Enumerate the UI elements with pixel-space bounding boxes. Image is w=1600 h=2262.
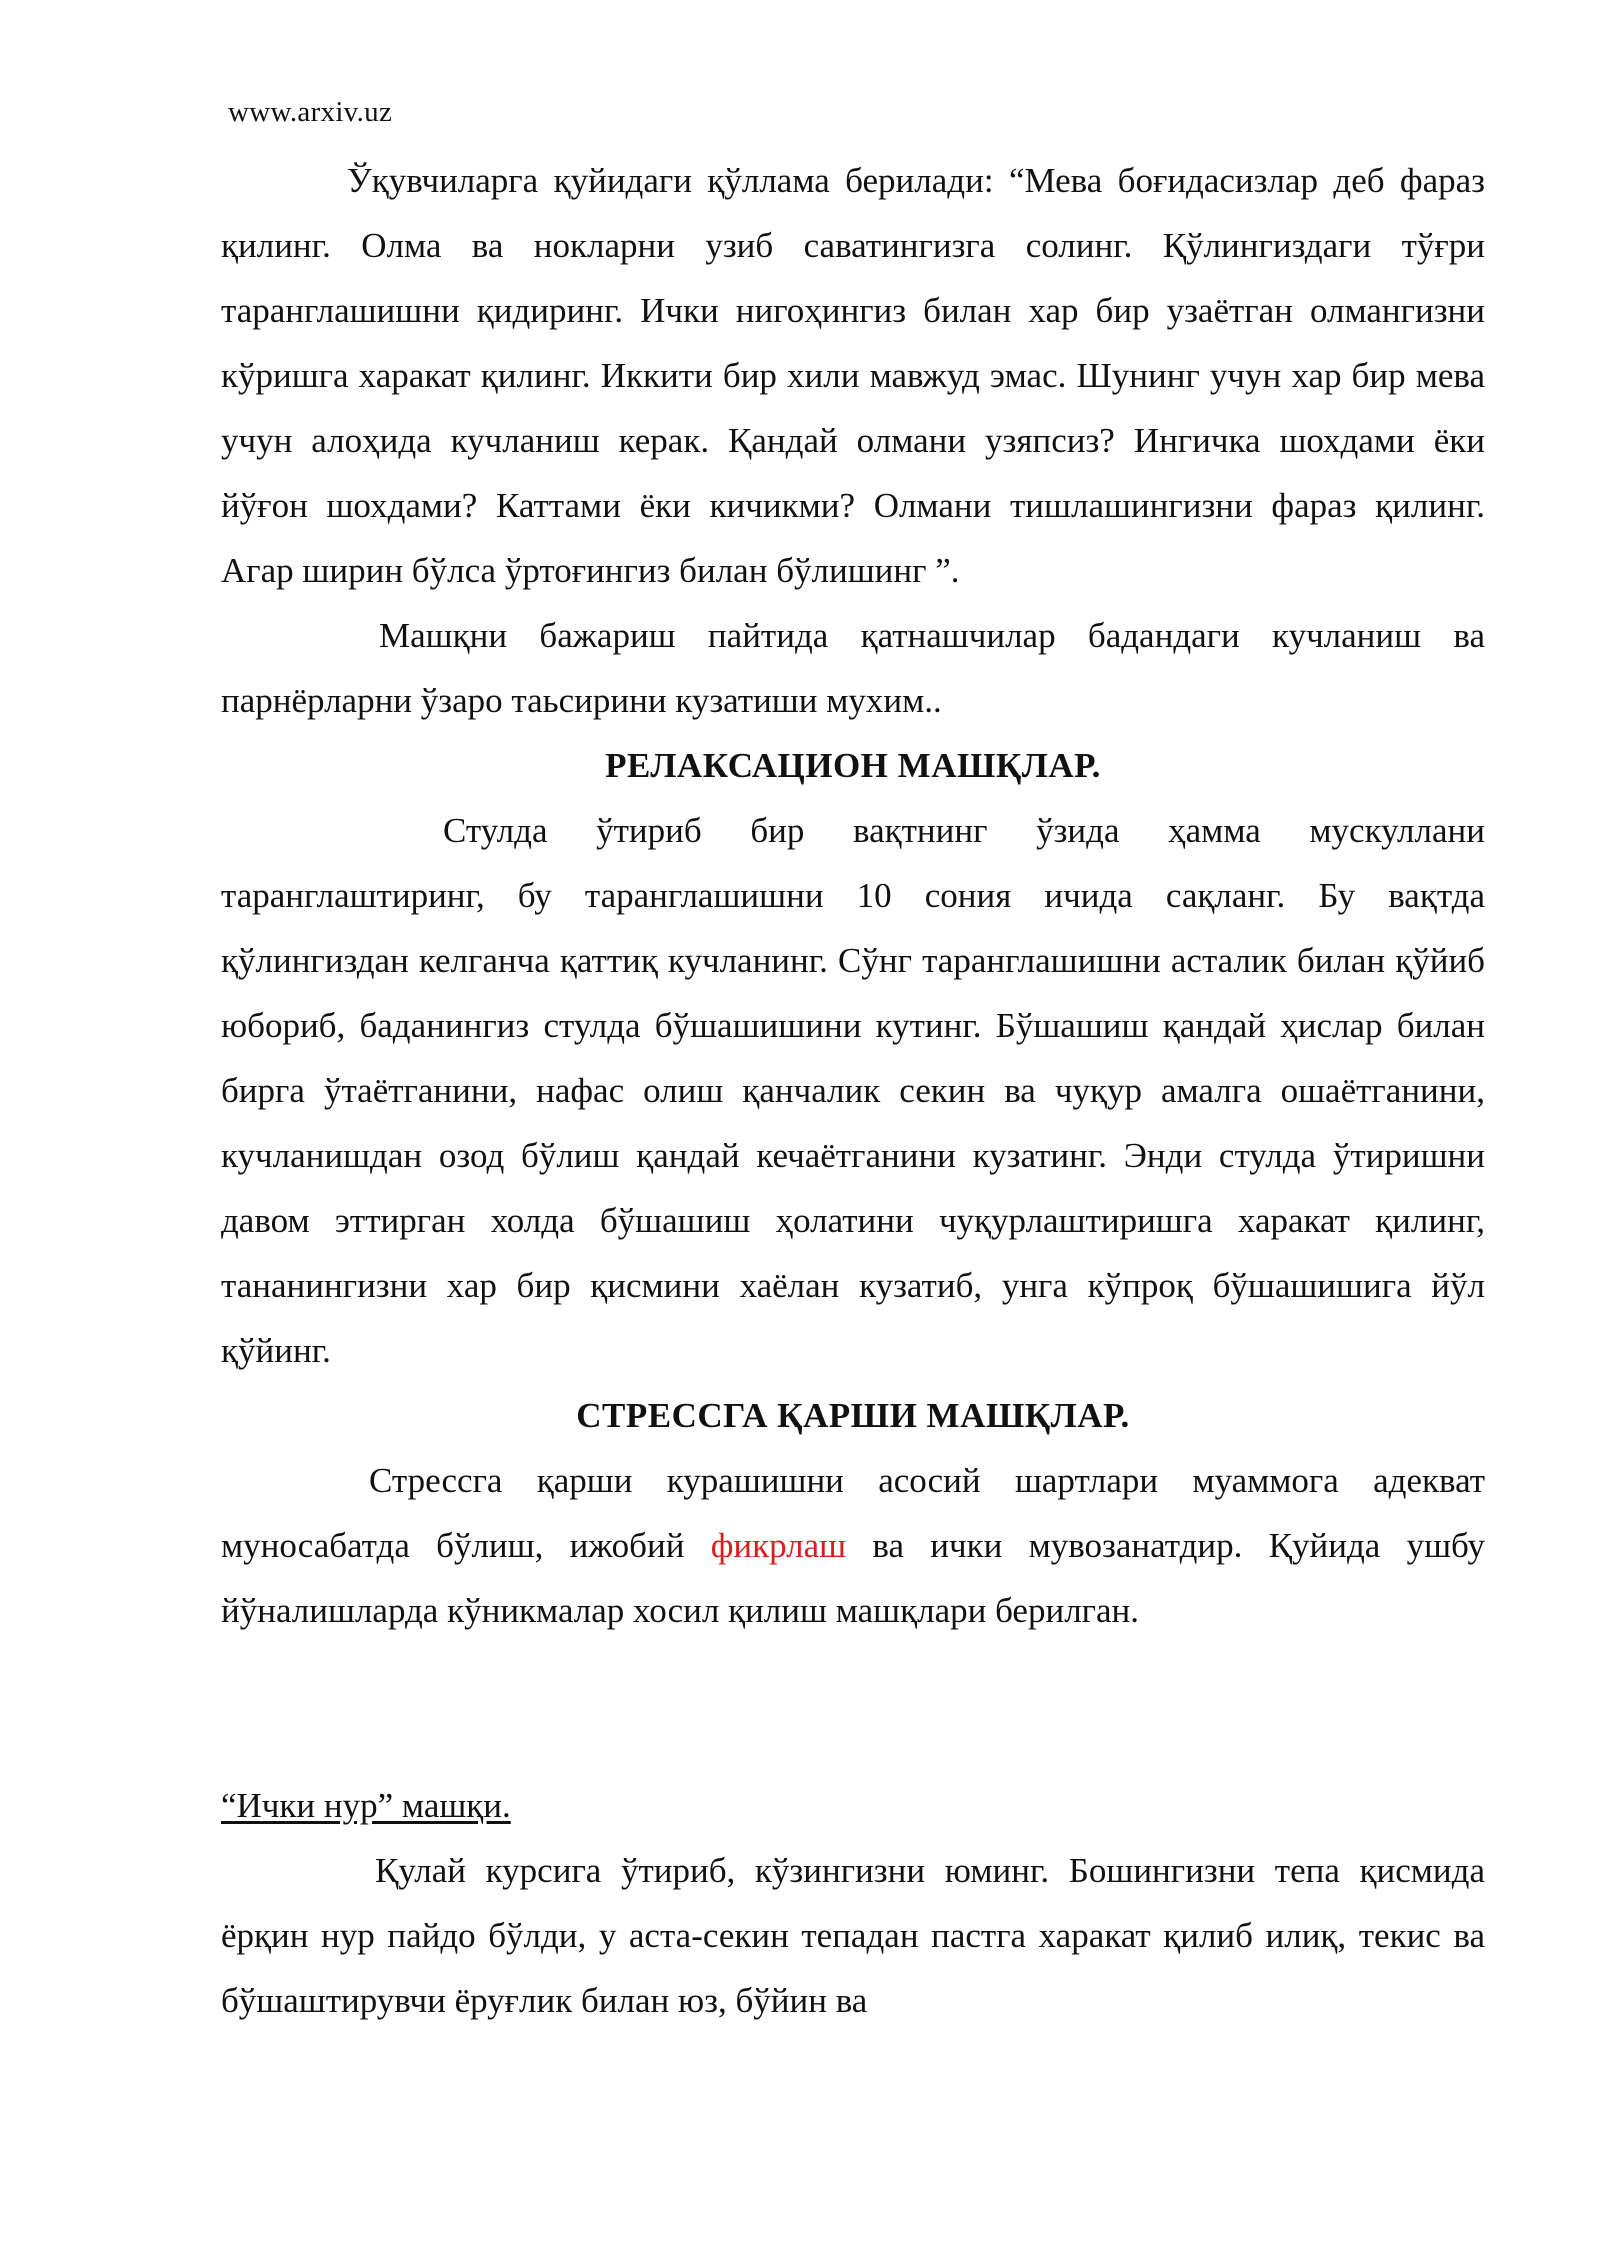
stress-text-start: Стрессга қарши курашишни асосий шартлари муаммога адекват муносабатда бўлиш, ижобий [221, 1461, 1485, 1565]
inner-light-heading: “Ички нур” машқи. [221, 1786, 511, 1825]
relaxation-paragraph: Стулда ўтириб бир вақтнинг ўзида ҳамма мускуллани таранглаштиринг, бу таранглашишни 10 сония ичида сақланг. Бу вақтда қўлингиздан келганча қаттиқ кучланинг. Сўнг таранглашишни асталик билан қўйиб юбориб, баданингиз стулда бўшашишини кутинг. Бўшашиш қандай ҳислар билан бирга ўтаётганини, нафас олиш қанчалик секин ва чуқур амалга ошаётганини, кучланишдан озод бўлиш қандай кечаётганини кузатинг. Энди стулда ўтиришни давом эттирган холда бўшашиш ҳолатини чуқурлаштиришга харакат қилинг, тананингизни хар бир қисмини хаёлан кузатиб, унга кўпроқ бўшашишига йўл қўйинг. [221, 811, 1485, 1370]
document-body [221, 148, 1485, 2033]
inner-light-paragraph: Қулай курсига ўтириб, кўзингизни юминг. Бошингизни тепа қисмида ёрқин нур пайдо бўлди, у аста-секин тепадан пастга харакат қилиб илиқ, текис ва бўшаштирувчи ёруғлик билан юз, бўйин ва [221, 1851, 1485, 2020]
blank-space [221, 1643, 1485, 1773]
stress-text-end: ва ички мувозанатдир. Қуйида ушбу йўналишларда кўникмалар хосил қилиш машқлари берилган. [221, 1526, 1486, 1630]
site-header: www.arxiv.uz [228, 96, 393, 128]
stress-paragraph [221, 1448, 1485, 1643]
stress-heading: СТРЕССГА ҚАРШИ МАШҚЛАР. [576, 1396, 1130, 1435]
intro-paragraph-2: Машқни бажариш пайтида қатнашчилар бадандаги кучланиш ва парнёрларни ўзаро таьсирини кузатиши мухим.. [221, 616, 1485, 720]
intro-paragraph: Ўқувчиларга қуйидаги қўллама берилади: “Мева боғидасизлар деб фараз қилинг. Олма ва нокларни узиб саватингизга солинг. Қўлингиздаги тўғри таранглашишни қидиринг. Ички нигоҳингиз билан хар бир узаётган олмангизни кўришга харакат қилинг. Иккити бир хили мавжуд эмас. Шунинг учун хар бир мева учун алоҳида кучланиш керак. Қандай олмани узяпсиз? Ингичка шохдами ёки йўғон шохдами? Каттами ёки кичикми? Олмани тишлашингизни фараз қилинг. Агар ширин бўлса ўртоғингиз билан бўлишинг ”. [221, 161, 1485, 590]
relaxation-heading: РЕЛАКСАЦИОН МАШҚЛАР. [605, 746, 1101, 785]
highlighted-word: фикрлаш [710, 1526, 847, 1565]
